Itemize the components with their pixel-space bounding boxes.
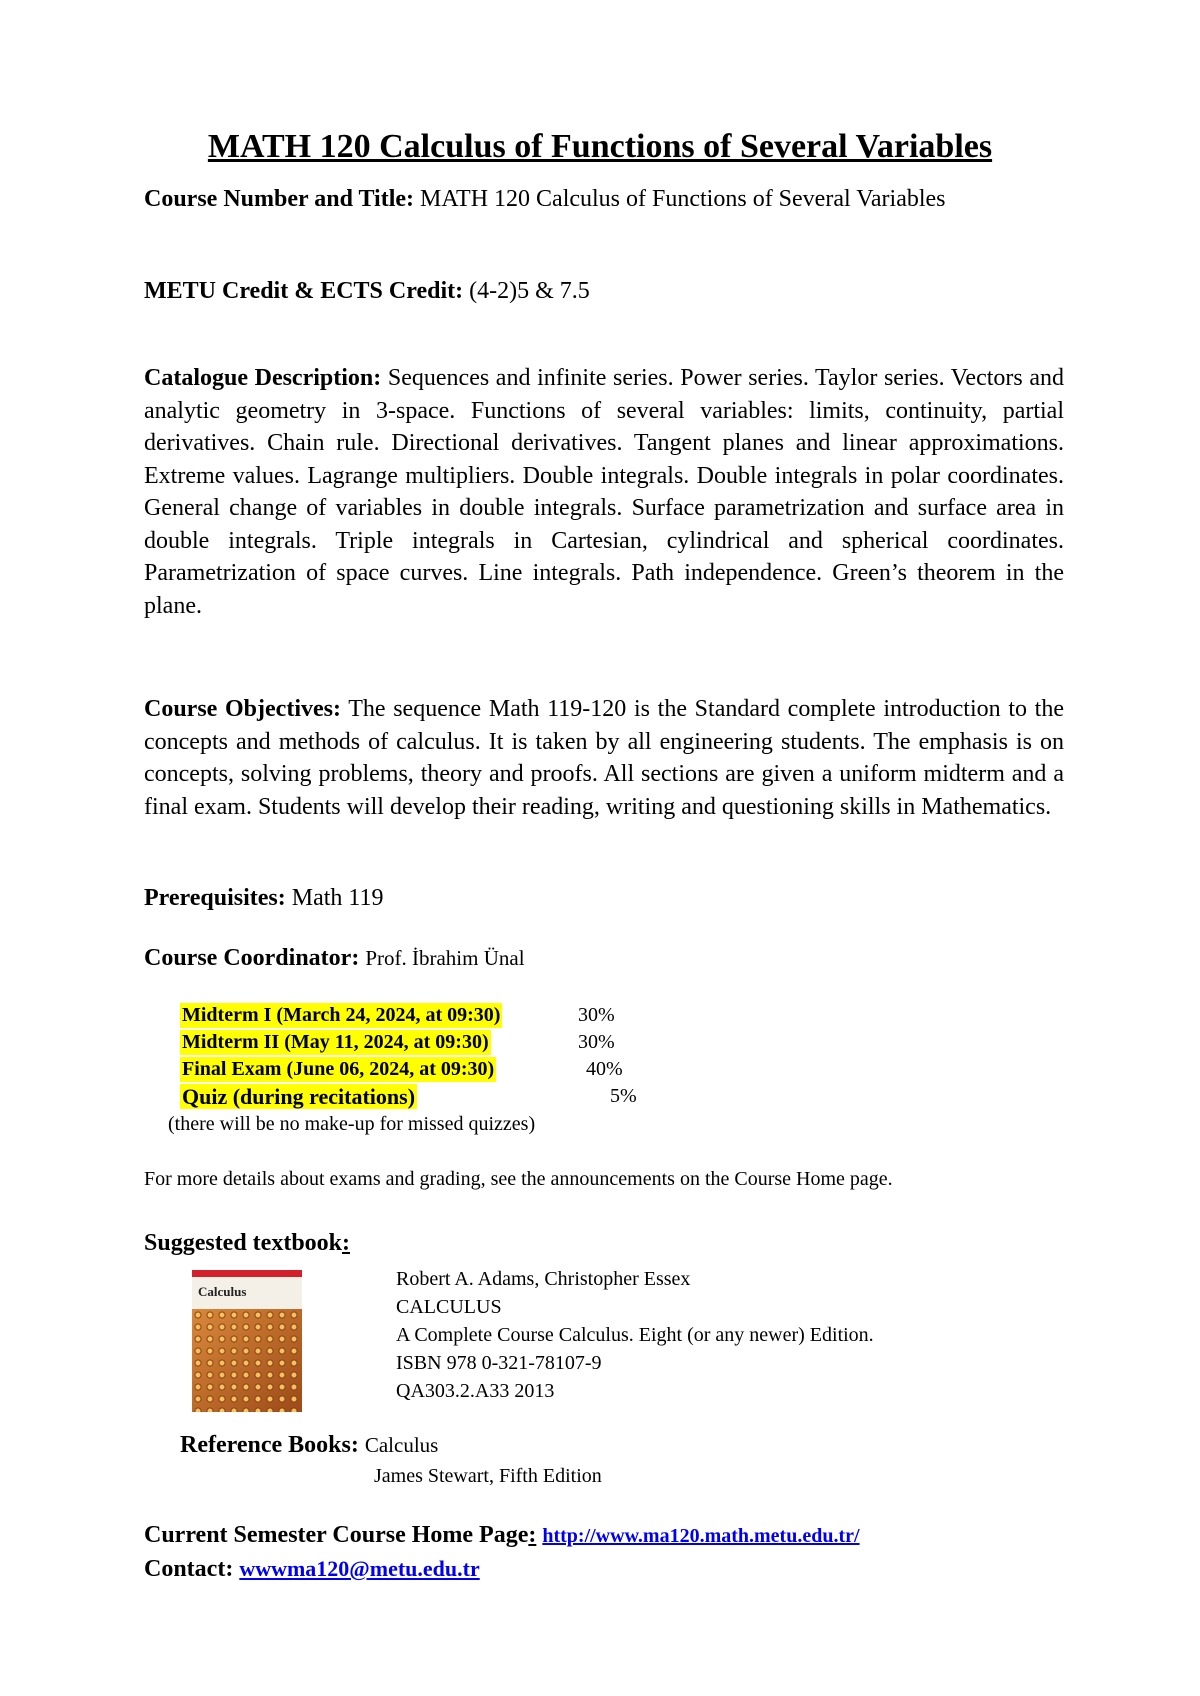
reference-books <box>180 1432 438 1459</box>
textbook-edition: A Complete Course Calculus. Eight (or any newer) Edition. <box>396 1324 874 1346</box>
contact-email-link[interactable]: wwwma120@metu.edu.tr <box>239 1556 480 1581</box>
textbook-cover-title: Calculus <box>198 1284 247 1299</box>
credit-value: (4-2)5 & 7.5 <box>469 278 590 304</box>
textbook-details <box>396 1265 874 1405</box>
coordinator-paragraph <box>144 942 1064 975</box>
grading-note: (there will be no make-up for missed quizzes) <box>168 1113 536 1135</box>
objectives-paragraph <box>144 693 1064 823</box>
more-details-note: For more details about exams and grading, see the announcements on the Course Home page. <box>144 1168 893 1190</box>
grading-item-weight: 40% <box>586 1058 623 1080</box>
textbook-heading-colon: : <box>342 1230 351 1256</box>
reference-title: Calculus <box>364 1433 439 1457</box>
textbook-heading-text: Suggested textbook <box>144 1230 343 1256</box>
catalogue-label: Catalogue Description: <box>144 365 382 391</box>
prerequisites-value: Math 119 <box>291 885 384 911</box>
reference-author: James Stewart, Fifth Edition <box>374 1465 602 1487</box>
contact-label: Contact: <box>144 1556 234 1582</box>
grading-item-label: Quiz (during recitations) <box>182 1084 416 1109</box>
credit-paragraph <box>144 275 1064 308</box>
home-page-colon: : <box>528 1522 537 1548</box>
course-number-label: Course Number and Title: <box>144 186 415 212</box>
page-title: MATH 120 Calculus of Functions of Several Variables <box>207 128 993 165</box>
textbook-isbn: ISBN 978 0-321-78107-9 <box>396 1352 602 1374</box>
grading-item-label: Midterm I (March 24, 2024, at 09:30) <box>182 1004 501 1026</box>
grading-item-label: Final Exam (June 06, 2024, at 09:30) <box>182 1058 495 1080</box>
coordinator-value: Prof. İbrahim Ünal <box>365 946 525 970</box>
catalogue-paragraph <box>144 362 1064 622</box>
course-number-paragraph <box>144 183 1064 216</box>
catalogue-value: Sequences and infinite series. Power series. Taylor series. Vectors and analytic geometry in 3-space. Functions of several variables: limits, continuity, partial derivatives. Chain rule. Directional derivatives. Tangent planes and linear approximations. Extreme values. Lagrange multipliers. Double integrals. Double integrals in polar coordinates. General change of variables in double integrals. Surface parametrization and surface area in double integrals. Triple integrals in Cartesian, cylindrical and spherical coordinates. Parametrization of space curves. Line integrals. Path independence. Green’s theorem in the plane. <box>144 365 1065 619</box>
home-page-link[interactable]: http://www.ma120.math.metu.edu.tr/ <box>542 1525 860 1547</box>
honeycomb-image <box>192 1309 302 1412</box>
textbook-authors: Robert A. Adams, Christopher Essex <box>396 1268 691 1290</box>
prerequisites-label: Prerequisites: <box>144 885 286 911</box>
credit-label: METU Credit & ECTS Credit: <box>144 278 464 304</box>
grading-item-weight: 30% <box>578 1031 615 1053</box>
grading-item-label: Midterm II (May 11, 2024, at 09:30) <box>182 1031 489 1053</box>
objectives-value: The sequence Math 119-120 is the Standard complete introduction to the concepts and methods of calculus. It is taken by all engineering students. The emphasis is on concepts, solving problems, theory and proofs. All sections are given a uniform midterm and a final exam. Students will develop their reading, writing and questioning skills in Mathematics. <box>144 696 1064 820</box>
prerequisites-paragraph <box>144 882 1064 915</box>
textbook-heading <box>144 1230 350 1257</box>
coordinator-label: Course Coordinator: <box>144 945 360 971</box>
textbook-cover-image <box>192 1270 302 1412</box>
textbook-call-number: QA303.2.A33 2013 <box>396 1380 555 1402</box>
course-number-value: MATH 120 Calculus of Functions of Several Variables <box>420 186 946 212</box>
grading-item-weight: 5% <box>610 1085 637 1107</box>
reference-label: Reference Books: <box>180 1432 359 1458</box>
home-page-label: Current Semester Course Home Page <box>144 1522 529 1548</box>
textbook-title: CALCULUS <box>396 1296 502 1318</box>
home-page-line <box>144 1522 860 1549</box>
contact-line <box>144 1556 480 1583</box>
objectives-label: Course Objectives: <box>144 696 341 722</box>
grading-item-weight: 30% <box>578 1004 615 1026</box>
